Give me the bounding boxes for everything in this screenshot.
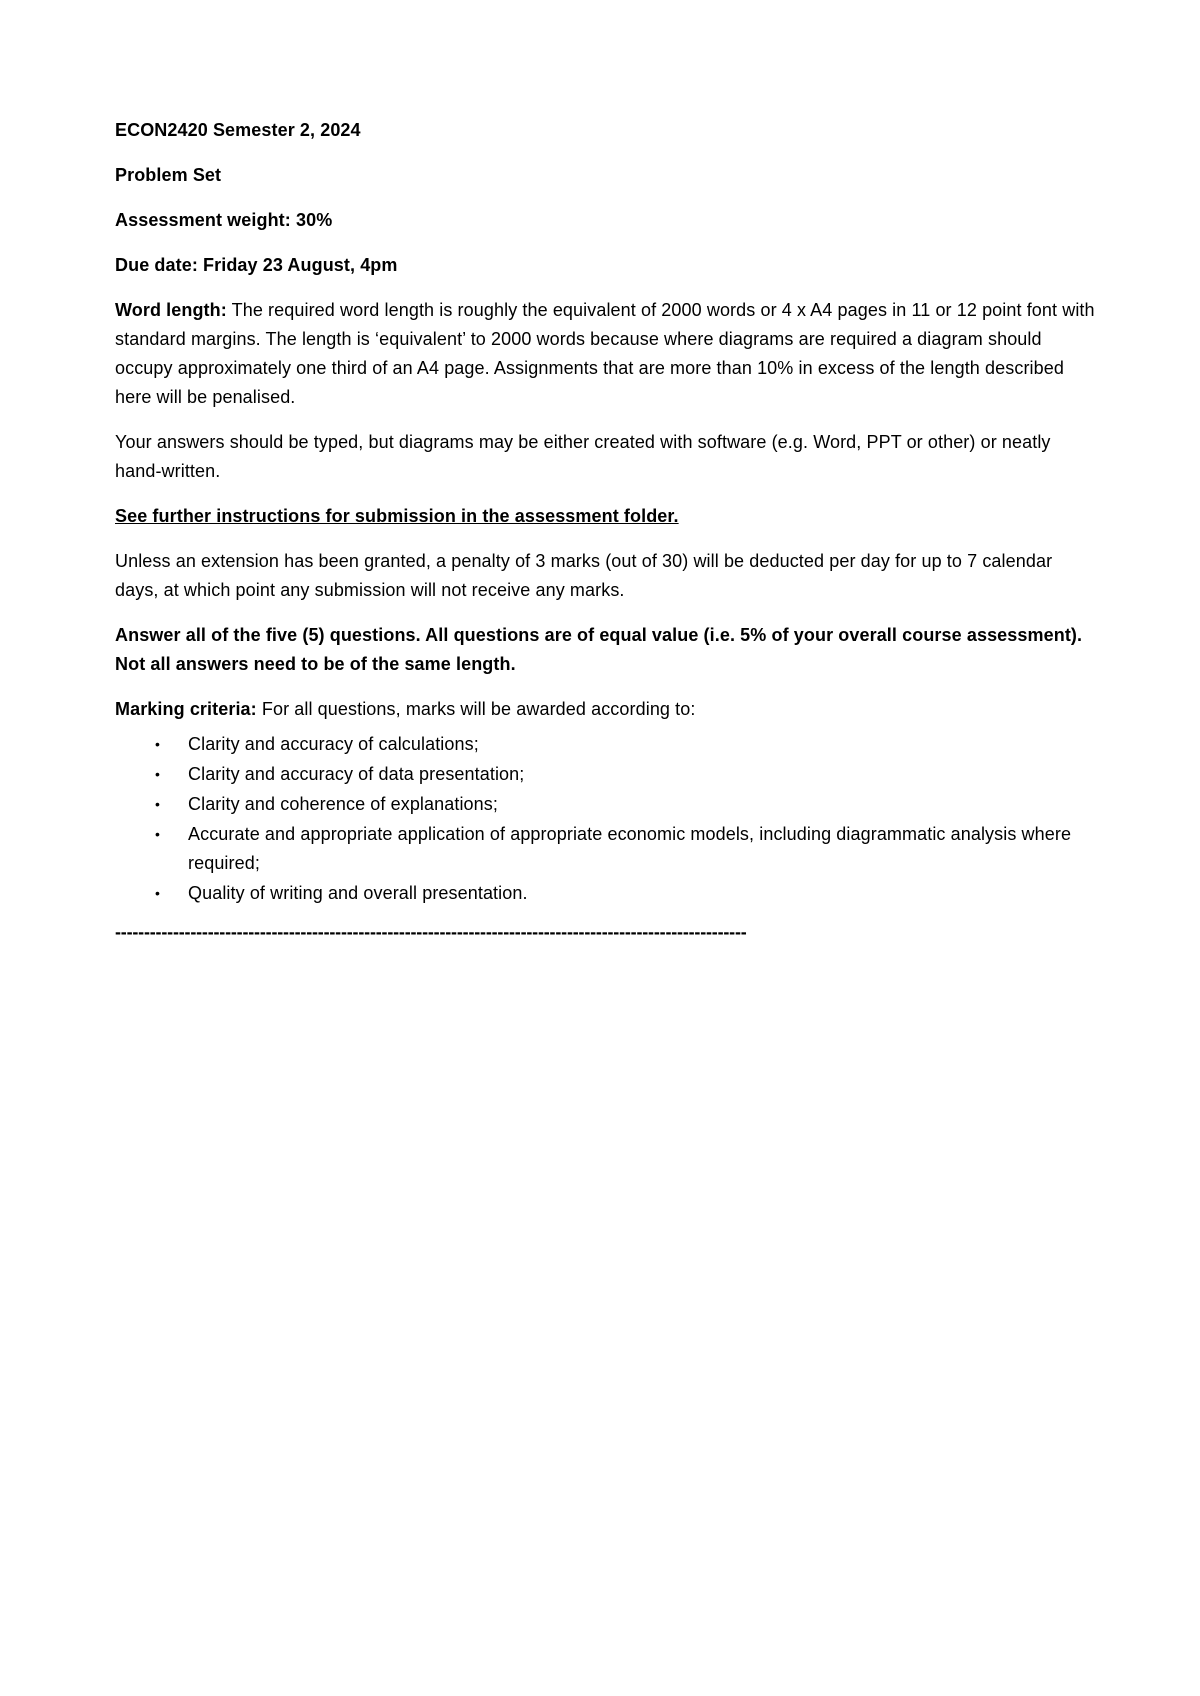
list-item	[115, 730, 1095, 759]
bullet-icon: •	[155, 885, 161, 901]
list-item-text: Clarity and coherence of explanations;	[188, 794, 498, 814]
word-length-label: Word length:	[115, 300, 227, 320]
list-item-text: Accurate and appropriate application of appropriate economic models, including diagrammatic analysis where required;	[188, 824, 1072, 873]
marking-criteria-list	[115, 730, 1095, 908]
bullet-icon: •	[155, 766, 161, 782]
list-item	[115, 790, 1095, 819]
dashed-separator: -------------------------------------------------------------------------------------------------------------	[115, 922, 747, 942]
bullet-icon: •	[155, 796, 161, 812]
marking-criteria-text: For all questions, marks will be awarded according to:	[261, 699, 696, 719]
answers-typed-paragraph: Your answers should be typed, but diagrams may be either created with software (e.g. Word, PPT or other) or neatly hand-written.	[115, 432, 1051, 481]
course-title: ECON2420 Semester 2, 2024	[115, 120, 361, 140]
list-item	[115, 760, 1095, 789]
list-item-text: Clarity and accuracy of calculations;	[188, 734, 479, 754]
document-type: Problem Set	[115, 165, 222, 185]
list-item	[115, 879, 1095, 908]
marking-criteria-label: Marking criteria:	[115, 699, 257, 719]
bullet-icon: •	[155, 736, 161, 752]
due-date	[115, 251, 1095, 280]
list-item	[115, 820, 1095, 878]
document-body	[115, 116, 1095, 947]
bullet-icon: •	[155, 826, 161, 842]
word-length-text: The required word length is roughly the equivalent of 2000 words or 4 x A4 pages in 11 or 12 point font with standard margins. The length is ‘equivalent’ to 2000 words because where diagrams are required a diagram should occupy approximately one third of an A4 page. Assignments that are more than 10% in excess of the length described here will be penalised.	[115, 300, 1095, 407]
late-penalty-paragraph: Unless an extension has been granted, a penalty of 3 marks (out of 30) will be deducted per day for up to 7 calendar days, at which point any submission will not receive any marks.	[115, 551, 1053, 600]
due-date-label: Due date:	[115, 255, 198, 275]
word-length-paragraph	[115, 296, 1095, 412]
submission-instructions: See further instructions for submission in the assessment folder.	[115, 506, 679, 526]
answer-all-paragraph: Answer all of the five (5) questions. All questions are of equal value (i.e. 5% of your overall course assessment). Not all answers need to be of the same length.	[115, 625, 1083, 674]
assessment-weight-value: 30%	[295, 210, 333, 230]
assessment-weight-label: Assessment weight:	[115, 210, 291, 230]
list-item-text: Clarity and accuracy of data presentation;	[188, 764, 525, 784]
assessment-weight	[115, 206, 1095, 235]
list-item-text: Quality of writing and overall presentation.	[188, 883, 528, 903]
due-date-value: Friday 23 August, 4pm	[203, 255, 398, 275]
marking-criteria-paragraph	[115, 695, 1095, 724]
